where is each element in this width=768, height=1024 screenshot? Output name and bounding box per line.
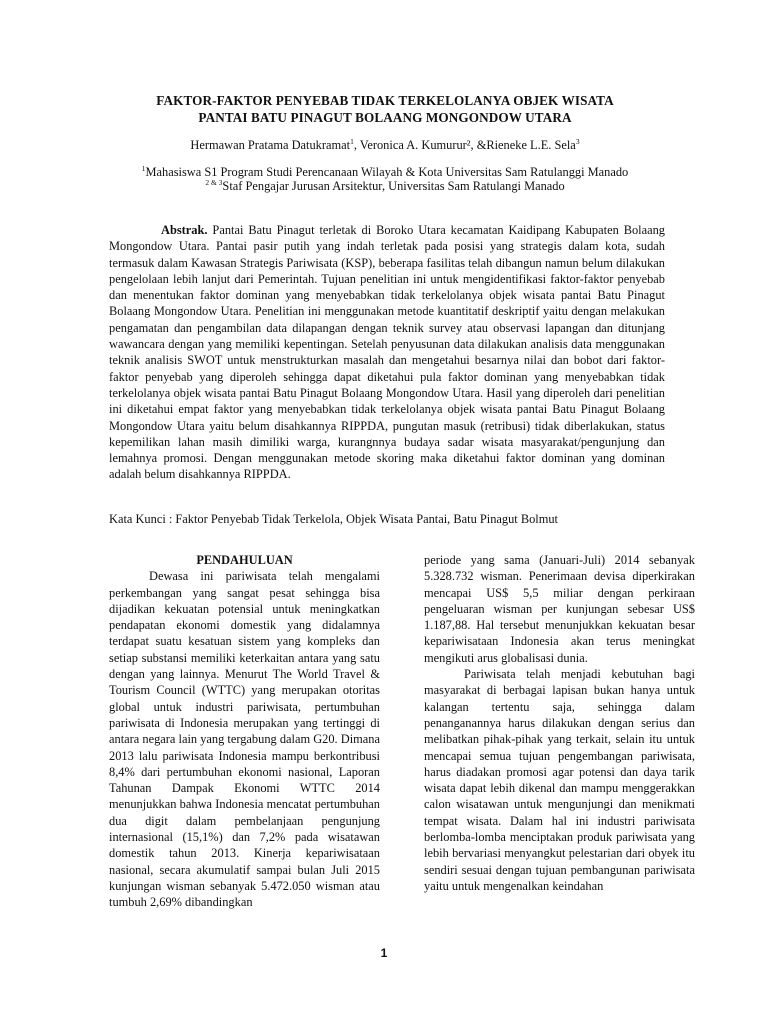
author-1-sup: 1 [350, 136, 354, 146]
affiliation-2-text: Staf Pengajar Jurusan Arsitektur, Universitas Sam Ratulangi Manado [222, 179, 565, 193]
paper-title [90, 92, 680, 126]
author-3-sup: 3 [575, 136, 580, 146]
intro-paragraph-1-continued: periode yang sama (Januari-Juli) 2014 sebanyak 5.328.732 wisman. Penerimaan devisa diperkirakan mencapai US$ 5,5 miliar dengan perkiraan pengeluaran wisman per kunjungan sebesar US$ 1.187,88. Hal tersebut menunjukkan kekuatan besar kepariwisataan Indonesia akan terus meningkat mengikuti arus globalisasi dunia. [424, 553, 695, 665]
intro-paragraph-2: Pariwisata telah menjadi kebutuhan bagi masyarakat di berbagai lapisan bukan hanya untuk kalangan tertentu saja, sehingga dalam penanganannya harus dilakukan dengan serius dan melibatkan pihak-pihak yang terkait, selain itu untuk mencapai semua tujuan pengembangan pariwisata, harus diadakan promosi agar potensi dan daya tarik wisata dapat lebih dikenal dan mampu menggerakkan calon wisatawan untuk mengunjungi dan menikmati tempat wisata. Dalam hal ini industri pariwisata berlomba-lomba menciptakan produk pariwisata yang lebih bervariasi menyangkut pelestarian dari obyek itu sendiri sesuai dengan tujuan pembangunan pariwisata yaitu untuk mengenalkan keindahan [424, 667, 695, 893]
title-line-2: PANTAI BATU PINAGUT BOLAANG MONGONDOW UTARA [198, 110, 572, 125]
affiliation-1-sup: 1 [141, 163, 146, 173]
author-1: Hermawan Pratama Datukramat [190, 138, 351, 152]
intro-paragraph-1: Dewasa ini pariwisata telah mengalami perkembangan yang sangat pesat sehingga bisa dijadikan kekuatan potensial untuk meningkatkan pendapatan ekonomi domestik yang didalamnya terdapat suatu kesatuan sistem yang kompleks dan setiap substansi memiliki keterkaitan antara yang satu dengan yang lainnya. Menurut The World Travel & Tourism Council (WTTC) yang merupakan otoritas global untuk industri pariwisata, pertumbuhan pariwisata di Indonesia merupakan yang tertinggi di antara negara lain yang tergabung dalam G20. Dimana 2013 lalu pariwisata Indonesia mampu berkontribusi 8,4% dari pertumbuhan ekonomi nasional, Laporan Tahunan Dampak Ekonomi WTTC 2014 menunjukkan bahwa Indonesia mencatat pertumbuhan dua digit dalam pembelanjaan pengunjung internasional (15,1%) dan 7,2% pada wisatawan domestik tahun 2013. Kinerja kepariwisataan nasional, secara akumulatif sampai bulan Juli 2015 kunjungan wisman sebanyak 5.472.050 wisman atau tumbuh 2,69% dibandingkan [109, 569, 380, 910]
right-column [424, 552, 695, 894]
affiliation-2-sup: 2 & 3 [205, 177, 223, 187]
title-line-1: FAKTOR-FAKTOR PENYEBAB TIDAK TERKELOLANYA OBJEK WISATA [156, 93, 614, 108]
affiliation-2 [90, 179, 680, 193]
section-heading: PENDAHULUAN [196, 553, 293, 567]
author-list [90, 138, 680, 153]
affiliation-1 [90, 165, 680, 179]
left-column [109, 552, 380, 911]
abstract-label: Abstrak. [161, 223, 208, 237]
abstract-text: Pantai Batu Pinagut terletak di Boroko Utara kecamatan Kaidipang Kabupaten Bolaang Mongondow Utara. Pantai pasir putih yang indah terletak pada posisi yang strategis dalam kota, sudah termasuk dalam Kawasan Strategis Pariwisata (KSP), beberapa fasilitas telah dibangun namun belum dilakukan pengelolaan lebih lanjut dari Pemerintah. Tujuan penelitian ini untuk mengidentifikasi faktor-faktor penyebab dan menentukan faktor dominan yang menyebabkan tidak terkelolanya objek wisata pantai Batu Pinagut Bolaang Mongondow Utara. Penelitian ini menggunakan metode kuantitatif deskriptif yaitu dengan melakukan pengamatan dan pengambilan data dilapangan dengan teknik survey atau observasi lapangan dan ditunjang wawancara dengan yang memiliki kepentingan. Setelah penyusunan data dilakukan analisis data menggunakan teknik analisis SWOT untuk menstrukturkan masalah dan mengetahui besarnya nilai dan bobot dari faktor-faktor penyebab yang diperoleh sehingga dapat diketahui pula faktor dominan yang menyebabkan tidak terkelolanya objek wisata pantai Batu Pinagut Bolaang Mongondow Utara. Hasil yang diperoleh dari penelitian ini diketahui empat faktor yang menyebabkan tidak terkelolanya objek wisata pantai Batu Pinagut Bolaang Mongondow Utara yaitu belum disahkannya RIPPDA, pungutan masuk (retribusi) tidak diberlakukan, status kepemilikan lahan masih dimiliki warga, kurangnnya budaya sadar wisata masyarakat/pengunjung dan lemahnya promosi. Dengan menggunakan metode skoring maka diketahui faktor dominan yang dominan adalah belum disahkannya RIPPDA. [109, 223, 665, 482]
affiliation-1-text: Mahasiswa S1 Program Studi Perencanaan Wilayah & Kota Universitas Sam Ratulanggi Manado [145, 165, 629, 179]
keywords: Kata Kunci : Faktor Penyebab Tidak Terkelola, Objek Wisata Pantai, Batu Pinagut Bolmut [109, 512, 558, 526]
author-2-3: , Veronica A. Kumurur², &Rieneke L.E. Sela [353, 138, 576, 152]
abstract [109, 222, 665, 483]
affiliations [90, 165, 680, 193]
page-number: 1 [380, 946, 388, 960]
